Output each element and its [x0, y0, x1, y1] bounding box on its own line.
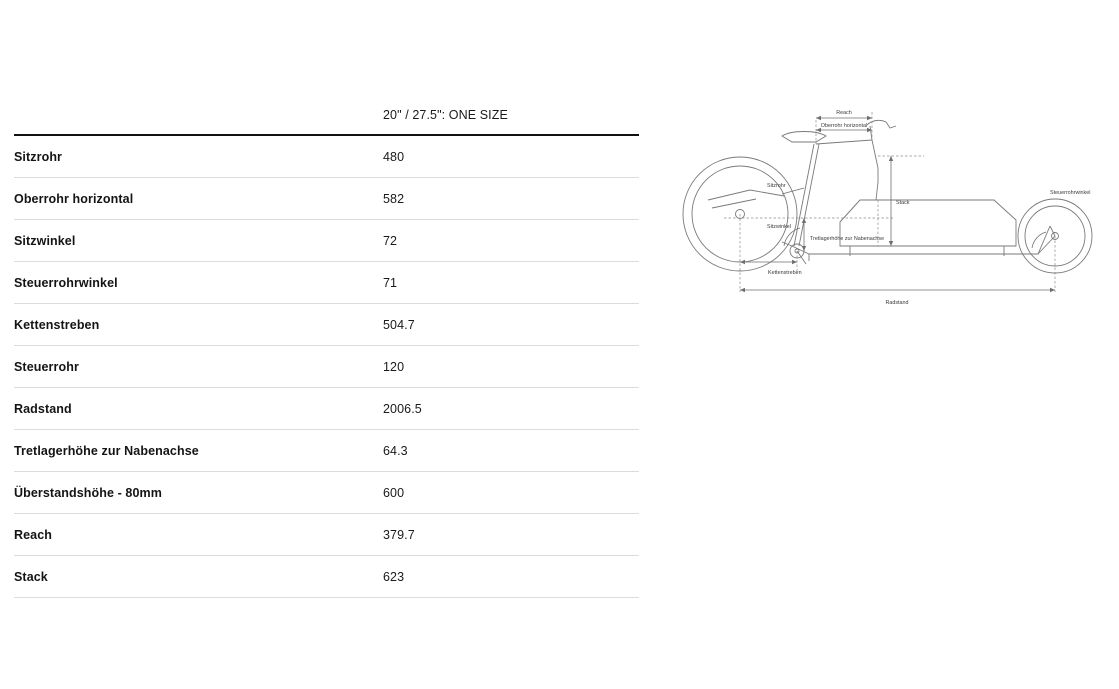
label-sitzrohr: Sitzrohr [767, 183, 786, 189]
label-reach: Reach [836, 110, 852, 116]
label-steuerrohrwinkel: Steuerrohrwinkel [1050, 190, 1091, 196]
geometry-table-container [14, 108, 639, 598]
front-fork [1038, 226, 1055, 254]
row-value: 480 [383, 135, 639, 178]
row-value: 379.7 [383, 514, 639, 556]
column-header-size: 20" / 27.5": ONE SIZE [383, 108, 508, 122]
row-value: 64.3 [383, 430, 639, 472]
row-value: 504.7 [383, 304, 639, 346]
label-oberrohr-horizontal: Oberrohr horizontal [820, 123, 868, 129]
row-label: Reach [14, 514, 383, 556]
bike-geometry-drawing [664, 96, 1114, 326]
table-row [14, 472, 639, 514]
table-row [14, 262, 639, 304]
row-label: Steuerrohr [14, 346, 383, 388]
steering-assembly [816, 120, 896, 200]
row-label: Kettenstreben [14, 304, 383, 346]
label-radstand: Radstand [885, 300, 909, 306]
row-value: 72 [383, 220, 639, 262]
cargo-frame-outline [840, 200, 1016, 256]
table-row [14, 135, 639, 178]
row-value: 120 [383, 346, 639, 388]
row-label: Stack [14, 556, 383, 598]
table-row [14, 178, 639, 220]
geometry-table-body [14, 135, 639, 598]
geometry-table-head [14, 108, 639, 135]
geometry-table [14, 108, 639, 598]
row-label: Oberrohr horizontal [14, 178, 383, 220]
row-value: 2006.5 [383, 388, 639, 430]
row-label: Tretlagerhöhe zur Nabenachse [14, 430, 383, 472]
label-sitzwinkel: Sitzwinkel [767, 224, 791, 230]
label-kettenstreben: Kettenstreben [768, 270, 802, 276]
table-row [14, 514, 639, 556]
label-tretlagerhoehe: Tretlagerhöhe zur Nabenachse [810, 236, 885, 242]
row-value: 600 [383, 472, 639, 514]
frame-tubes [782, 226, 1050, 261]
row-label: Radstand [14, 388, 383, 430]
row-value: 71 [383, 262, 639, 304]
row-label: Steuerrohrwinkel [14, 262, 383, 304]
geometry-diagram [664, 96, 1114, 326]
table-header-row [14, 108, 639, 135]
row-label: Sitzwinkel [14, 220, 383, 262]
row-label: Sitzrohr [14, 135, 383, 178]
table-row [14, 304, 639, 346]
table-row [14, 430, 639, 472]
rear-rack [708, 190, 784, 208]
row-label: Überstandshöhe - 80mm [14, 472, 383, 514]
row-value: 582 [383, 178, 639, 220]
table-row [14, 388, 639, 430]
column-header-attribute [14, 108, 383, 135]
table-row [14, 220, 639, 262]
table-row [14, 346, 639, 388]
row-value: 623 [383, 556, 639, 598]
table-row [14, 556, 639, 598]
label-stack: Stack [896, 200, 910, 206]
